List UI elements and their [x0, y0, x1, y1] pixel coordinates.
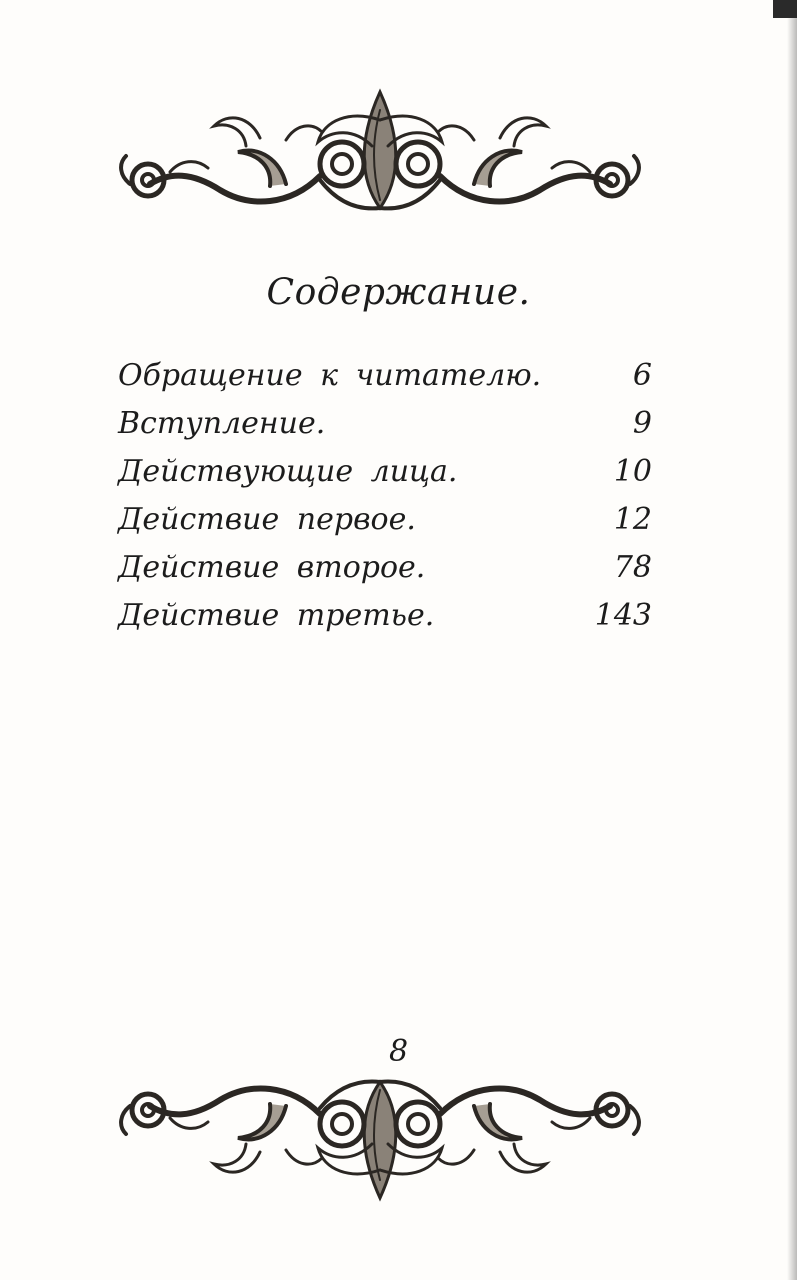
page-edge-shadow — [787, 0, 797, 1280]
toc-entry-page: 12 — [613, 502, 652, 537]
toc-entry-label: Действие первое. — [118, 502, 416, 537]
toc-entry-label: Вступление. — [118, 406, 326, 441]
toc-entry — [118, 598, 652, 646]
toc-entry — [118, 454, 652, 502]
page-number: 8 — [388, 1034, 409, 1069]
toc-entry — [118, 550, 652, 598]
bottom-ornament-icon — [110, 1068, 650, 1208]
toc-entry-label: Действие второе. — [118, 550, 426, 585]
top-ornament-icon — [110, 80, 650, 220]
toc-entry-page: 10 — [613, 454, 652, 489]
toc-entry — [118, 358, 652, 406]
toc-entry-page: 78 — [613, 550, 652, 585]
toc-entry-label: Обращение к читателю. — [118, 358, 542, 393]
toc-entry-page: 6 — [632, 358, 652, 393]
page-corner-shadow — [773, 0, 797, 18]
toc-entry-label: Действие третье. — [118, 598, 435, 633]
toc-entry-page: 9 — [632, 406, 652, 441]
table-of-contents — [118, 358, 652, 646]
toc-entry-page: 143 — [594, 598, 652, 633]
toc-entry — [118, 502, 652, 550]
toc-entry — [118, 406, 652, 454]
toc-entry-label: Действующие лица. — [118, 454, 458, 489]
page-title: Содержание. — [266, 272, 531, 313]
